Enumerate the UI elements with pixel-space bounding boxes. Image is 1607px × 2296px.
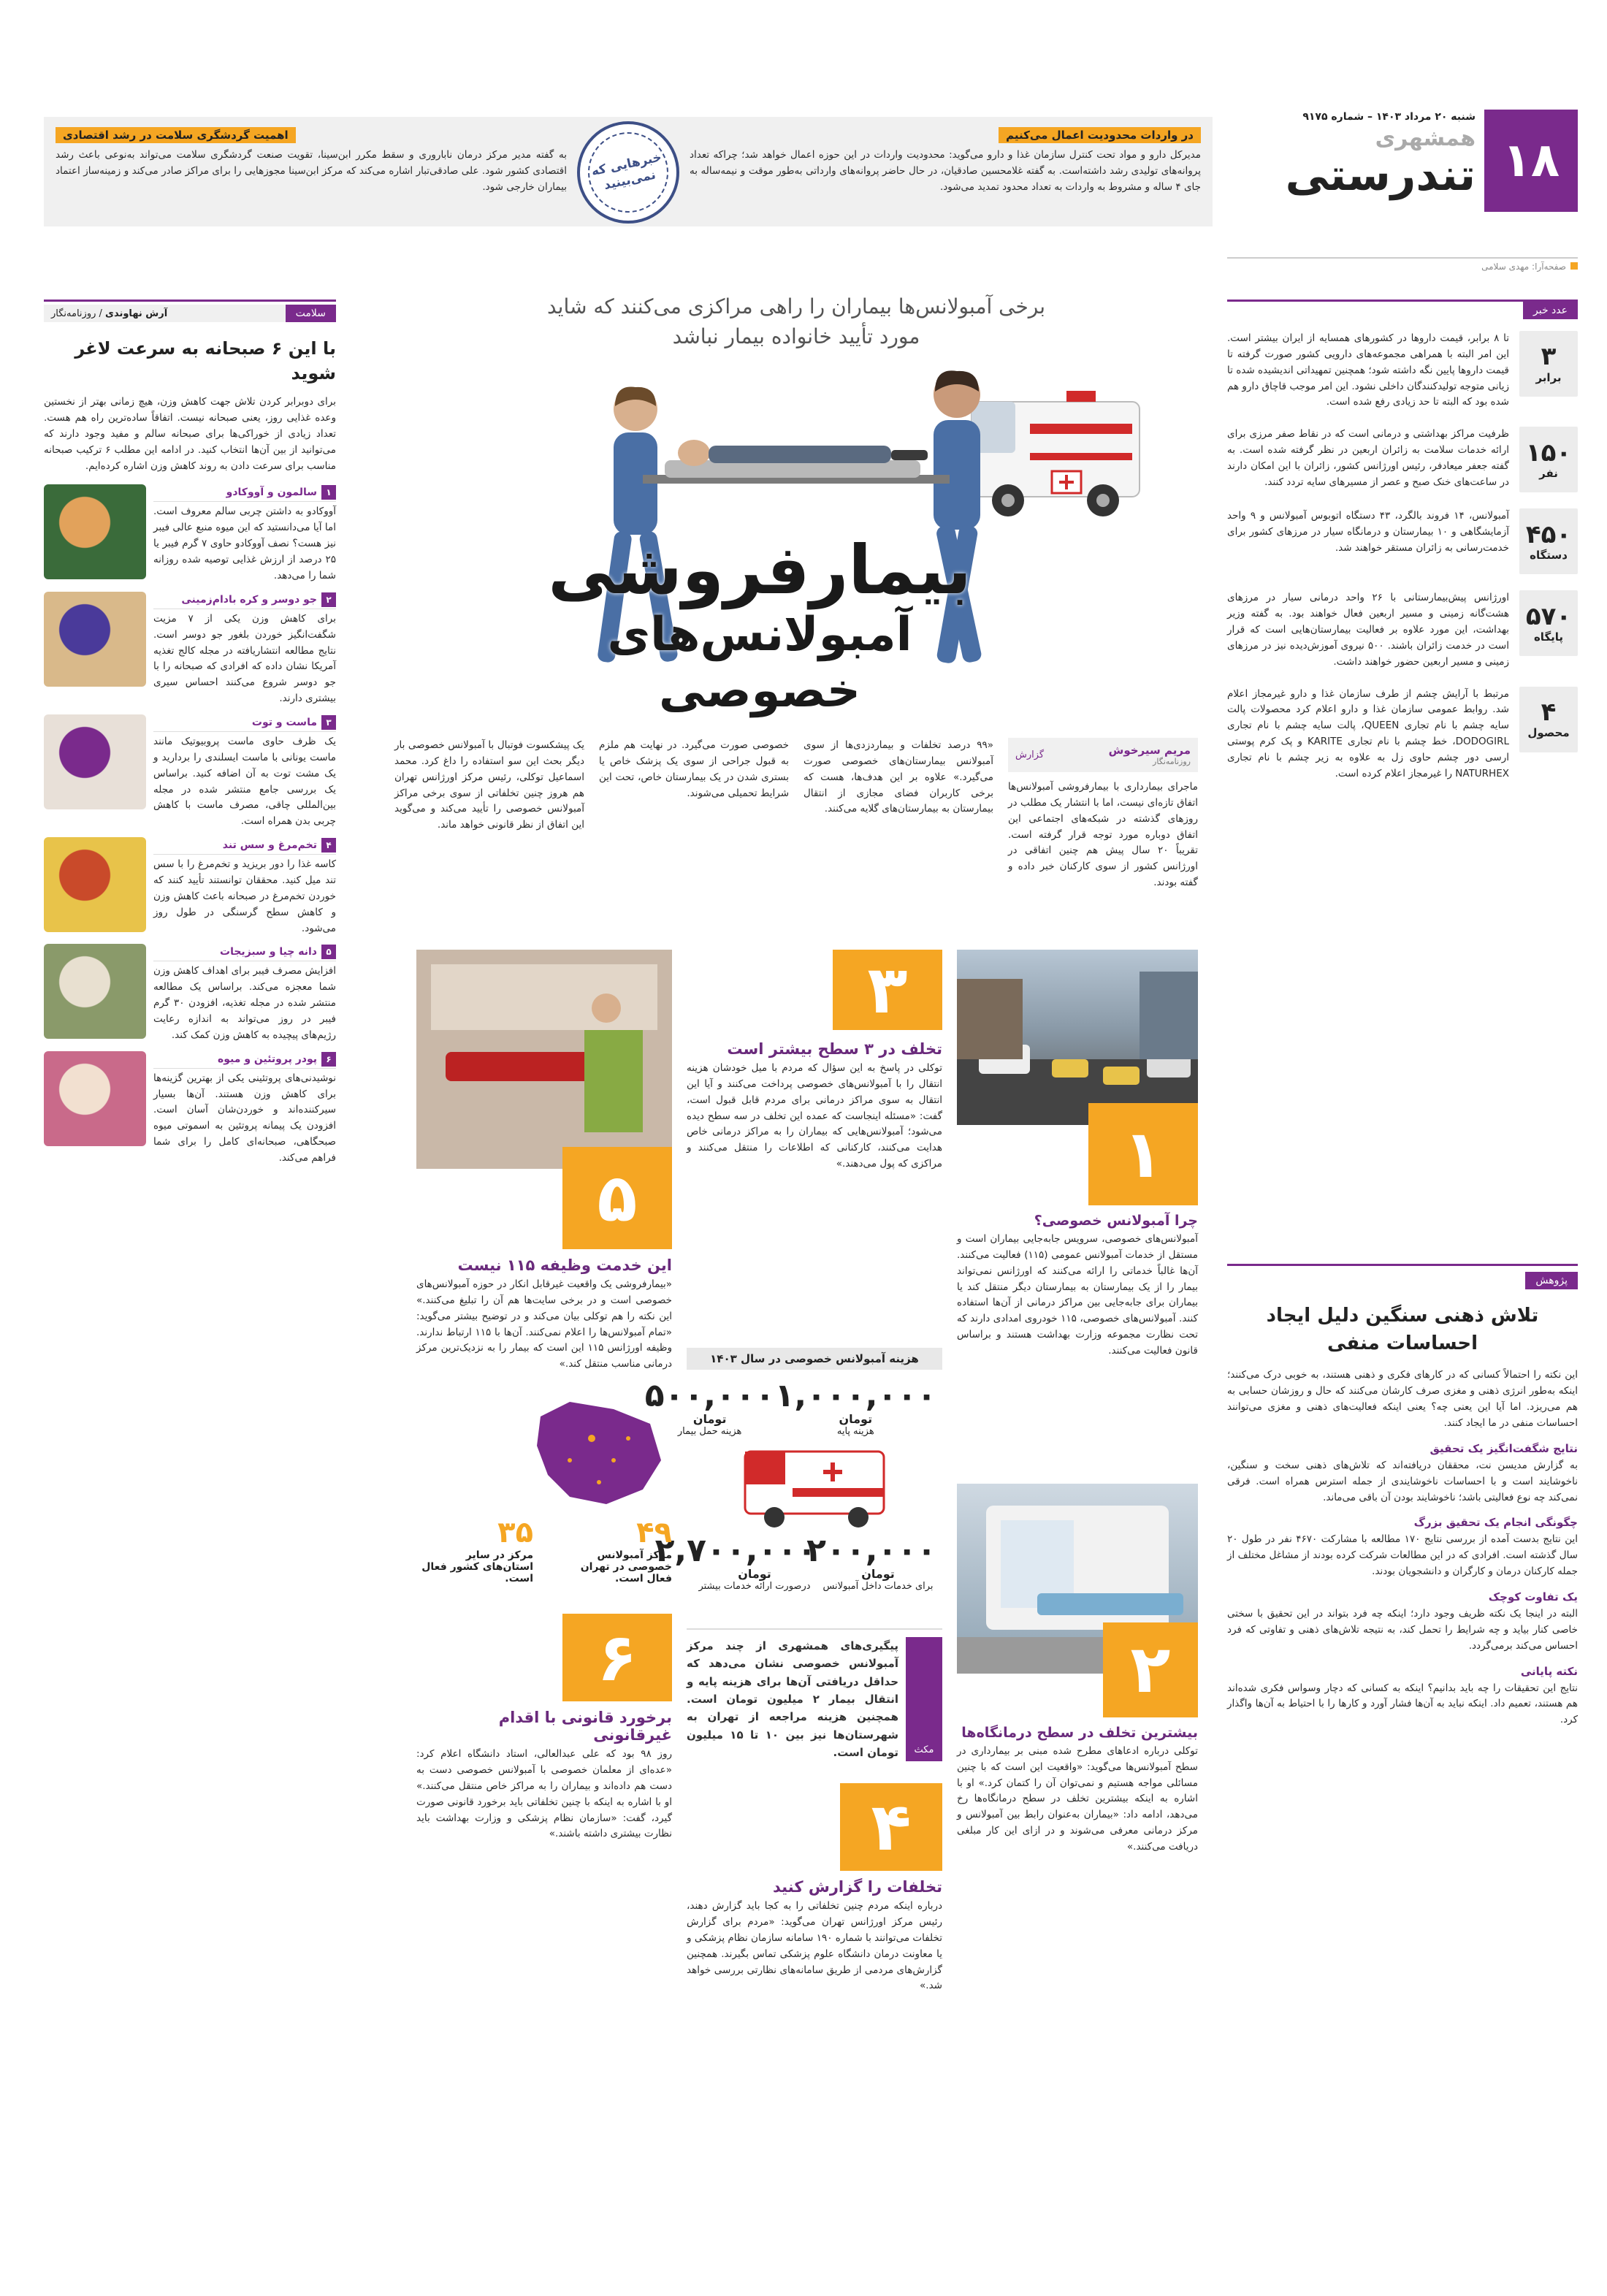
diet-list xyxy=(44,484,336,1166)
carry-value: ۵۰۰,۰۰۰ xyxy=(644,1377,775,1415)
city-value: ۲۰۰,۰۰۰ xyxy=(806,1532,936,1570)
diet-item-text: برای کاهش وزن یکی از ۷ مزیت شگفت‌انگیز خوردن بلغور جو دوسر است. نتایج مطالعه انتشاریافته در مجله کالج تغذیه آمریکا نشان داده که افرادی که صبحانه را با جو دوسر شروع می‌کنند احساس سیری بیشتری دارند. xyxy=(153,612,336,705)
number-news-column xyxy=(1227,300,1578,798)
accent-square xyxy=(1570,262,1578,270)
headline-primary: بیمارفروشی xyxy=(548,531,972,609)
number-news-text: آمبولانس، ۱۴ فروند بالگرد، ۴۳ دستگاه اتوبوس آمبولانس و ۹ واحد آزمایشگاهی و ۱۰ بیمارستان و درمانگاه سیار در مرزهای کشور برای خدمت‌رسانی به زائران مستقر خواهند شد. xyxy=(1227,510,1509,554)
hero-subhead: برخی آمبولانس‌ها بیماران را راهی مراکزی می‌کنند که شاید مورد تأیید خانواده بیمار نباشد xyxy=(546,294,1046,348)
hero-area xyxy=(387,292,1198,718)
research-intro: این نکته را احتمالاً کسانی که در کارهای فکری و ذهنی هستند، به خوبی درک می‌کنند؛ اینکه به‌طور انرژی ذهنی و مغزی صرف کارشان می‌کنند که حال و روزشان حسابی به هم می‌ریزد. اما آیا این یعنی چه؟ یعنی اینکه فعالیت‌های ذهنی و مغزی می‌توانند احساسات منفی در ما ایجاد کنند. xyxy=(1227,1369,1578,1429)
number-news-value: ۳ xyxy=(1541,342,1557,372)
number-news-text: تا ۸ برابر، قیمت داروها در کشورهای همسایه از ایران بیشتر است. این امر البته با همراهی مجموعه‌های دارویی کشور صورت گرفته تا قیمت داروها پایین نگه داشته شود؛ همچنین تمهیداتی اندیشیده شده تا زیانی متوجه تولیدکنندگان داخلی نشود. این امر موجب قاچاق دارو هم شده بود که البته تا حد زیادی رفع شده است. xyxy=(1227,332,1509,408)
number-news-badge xyxy=(1519,590,1578,656)
number-news-unit: نفر xyxy=(1539,466,1558,480)
number-news-value: ۴۵۰ xyxy=(1525,519,1572,549)
map-count-tehran: ۴۹ xyxy=(636,1516,672,1550)
research-sub2-text: این نتایج بدست آمده از بررسی نتایج ۱۷۰ مطالعه با مشارکت ۴۶۷۰ نفر در طول ۲۰ سال گذشته است. افرادی که در این مطالعات شرکت کرده بودند از مشاغل مختلف از جمله کارکنان درمان و کارگران و دانشجویان بودند. xyxy=(1227,1533,1578,1578)
diet-item-photo xyxy=(44,592,146,687)
byline-author: مریم سیرخوش xyxy=(1108,744,1191,757)
stamp-text: خبرهایی که نمی‌بینید xyxy=(581,125,676,220)
lead-paragraph-2: «۹۹ درصد تخلفات و بیماردزدی‌ها از سوی آمبولانس بیمارستان‌های خصوصی صورت می‌گیرد.» علاوه بر این هدف‌ها، هست که برخی کاربران فضای مجازی از انتقال بیمارستان به بیمارستان‌های گلایه می‌کنند. xyxy=(804,739,993,815)
diet-intro: برای دوبرابر کردن تلاش جهت کاهش وزن، هیچ زمانی بهتر از نخستین وعده غذایی روز، یعنی صبحانه نیست. اتفاقاً ساده‌ترین راه هم هست. تعداد زیادی از خوراکی‌ها برای صبحانه سالم و مفید وجود دارند که می‌توانید از بین آن‌ها انتخاب کنید. در ادامه این مطلب ۶ ترکیب صبحانه مناسب برای سرعت دادن به روند کاهش وزن اشاره کرده‌ایم. xyxy=(44,396,336,472)
number-news-text: ظرفیت مراکز بهداشتی و درمانی است که در نقاط صفر مرزی برای ارائه خدمات سلامت به زائران اربعین در نظر گرفته شده است. به گفته جعفر میعادفر، رئیس اورژانس کشور، زائران با این امکان دارند در ساعت‌های خنک صبح و عصر از مسیرهای سایه تردد کنند. xyxy=(1227,428,1509,488)
diet-item xyxy=(44,592,336,707)
map-stat-provinces xyxy=(416,1516,533,1584)
number-news-list xyxy=(1227,331,1578,782)
diet-column xyxy=(44,300,336,1174)
diet-item-header xyxy=(153,838,336,855)
editor-name: صفحه‌آرا: مهدی سلامی xyxy=(1481,262,1566,272)
number-news-unit: برابر xyxy=(1535,370,1562,384)
infographic-top-row xyxy=(644,1370,942,1438)
diet-item-number: ۶ xyxy=(321,1052,336,1067)
map-label-provinces: مرکز در سایر استان‌های کشور فعال است. xyxy=(421,1549,533,1585)
masthead-logo: همشهری xyxy=(1375,126,1476,151)
section-4-number: ۴ xyxy=(840,1783,942,1871)
number-news-text: مرتبط با آرایش چشم از طرف سازمان غذا و دارو غیرمجاز اعلام شد. روابط عمومی سازمان غذا و دارو اعلام کرد محصولات پالت سایه چشم با نام تجاری QUEEN، پالت سایه چشم با نام تجاری DODOGIRL، خط چشم با نام تجاری KARITE و پک کرم پوستی ارسی دور چشم حاوی زل به علاوه به زیر چشم با نام تجاری NATURHEX را غیرمجاز اعلام کرده است. xyxy=(1227,687,1509,779)
section-2-number: ۲ xyxy=(1103,1622,1198,1717)
iran-map-icon xyxy=(526,1395,672,1511)
top-news-strip xyxy=(44,117,1213,226)
diet-item-text: آووکادو به داشتن چربی سالم معروف است. اما آیا می‌دانستید که این میوه منبع عالی فیبر نیز هست؟ نصف آووکادو حاوی ۷ گرم فیبر یا ۲۵ درصد از ارزش غذایی توصیه شده روزانه شما را می‌دهد. xyxy=(153,506,336,581)
infographic-out xyxy=(654,1532,817,1593)
section-3-number: ۳ xyxy=(833,950,942,1030)
hero-headline-block xyxy=(504,533,1015,720)
section-2-title: بیشترین تخلف در سطح درمانگاه‌ها xyxy=(961,1724,1198,1741)
lead-col-2 xyxy=(804,738,993,817)
diet-author-line: آرش نهاوندی / روزنامه‌نگار xyxy=(51,308,168,319)
section-1-number: ۱ xyxy=(1088,1103,1198,1205)
diet-item-number: ۲ xyxy=(321,592,336,607)
diet-item-number: ۵ xyxy=(321,945,336,959)
lead-col-1 xyxy=(1008,738,1198,891)
diet-author: آرش نهاوندی xyxy=(105,308,168,319)
diet-item-title: دانه چیا و سبزیجات xyxy=(220,946,317,958)
section-1-text: آمبولانس‌های خصوصی، سرویس جابه‌جایی بیماران است و مستقل از خدمات آمبولانس عمومی (۱۱۵) فعالیت می‌کنند. آن‌ها غالباً خدماتی را ارائه می‌کنند که اورژانس نمی‌تواند بیمار را از یک بیمارستان به بیمارستان دیگر منتقل کند یا بیماران برای جابه‌جایی بین مراکز درمانی از آن‌ها استفاده کنند. آمبولانس‌های خصوصی، ۱۱۵ خودروی امدادی دارند که تحت نظارت مجموعه وزارت بهداشت هستند و براساس قانون فعالیت می‌کنند. xyxy=(957,1233,1198,1357)
map-stats xyxy=(416,1516,672,1584)
section-4-title: تخلفات را گزارش کنید xyxy=(773,1878,942,1896)
page-number-box xyxy=(1484,110,1578,212)
ambulance-interior-photo xyxy=(416,950,672,1169)
top-news-item-2 xyxy=(56,127,567,196)
map-block xyxy=(416,1395,672,1511)
diet-item-title: جو دوسر و کره بادام‌زمینی xyxy=(181,593,317,606)
byline-box xyxy=(1008,738,1198,772)
carry-label: هزینه حمل بیمار xyxy=(677,1426,742,1438)
diet-label: سلامت xyxy=(286,305,336,322)
city-unit: تومان xyxy=(861,1567,895,1582)
byline-report-label: گزارش xyxy=(1015,750,1045,760)
number-news-badge xyxy=(1519,508,1578,574)
number-news-item xyxy=(1227,427,1578,492)
diet-item-photo xyxy=(44,944,146,1039)
section-6-number: ۶ xyxy=(562,1614,672,1701)
number-news-value: ۱۵۰ xyxy=(1525,438,1572,468)
headline-secondary: آمبولانس‌های خصوصی xyxy=(607,608,912,718)
diet-item-number: ۱ xyxy=(321,485,336,500)
infographic-bottom-row xyxy=(654,1532,942,1593)
diet-author-role: روزنامه‌نگار xyxy=(51,308,96,319)
section-5-head xyxy=(416,1147,672,1249)
base-value: ۱,۰۰۰,۰۰۰ xyxy=(774,1377,936,1415)
infographic-ambulance-icon xyxy=(687,1437,942,1532)
traffic-photo-art xyxy=(957,950,1198,1125)
stamp-badge xyxy=(577,121,679,224)
diet-item-text: افزایش مصرف فیبر برای اهداف کاهش وزن شما معجزه می‌کند. براساس یک مطالعه منتشر شده در مجله تغذیه، افزودن ۳۰ گرم فیبر در روز می‌تواند به اندازه رعایت رژیم‌های پیچیده به کاهش وزن کمک کند. xyxy=(153,965,336,1041)
diet-item xyxy=(44,714,336,830)
diet-item xyxy=(44,484,336,584)
section-6-head xyxy=(416,1614,672,1701)
research-sub1-title: نتایج شگفت‌انگیز یک تحقیق xyxy=(1429,1441,1578,1455)
carry-unit: تومان xyxy=(692,1412,727,1427)
lead-paragraph-1: ماجرای بیمارداری با بیمارفروشی آمبولانس‌ها اتفاق تازه‌ای نیست، اما با انتشار یک مطلب در روزهای گذشته در شبکه‌های اجتماعی این اتفاق دوباره مورد توجه قرار گرفته است. تقریباً ۲۰ سال پیش هم چنین اتفاقی در اورژانس کشور از سوی کارکنان خبر داده و گفته بودند. xyxy=(1008,781,1198,889)
number-news-badge xyxy=(1519,427,1578,492)
number-news-unit: دستگاه xyxy=(1530,548,1568,562)
section-4-head xyxy=(687,1783,942,1871)
pause-tag: مکث xyxy=(906,1637,942,1761)
map-stat-tehran xyxy=(555,1516,672,1584)
lead-paragraph-4: یک پیشکسوت فوتبال با آمبولانس خصوصی بار دیگر بحث این سو استفاده را داغ کرد. محمد اسماعیل توکلی، رئیس مرکز اورژانس تهران هم هروز چنین تخلفاتی از سوی برخی مراکز آمبولانس خصوصی را تأیید می‌کند و می‌گوید این اتفاق از نظر قانونی خواهد ماند. xyxy=(394,739,584,831)
lead-text-row xyxy=(387,738,1198,935)
diet-item-title: تخم‌مرغ و سس تند xyxy=(222,839,317,852)
number-news-item xyxy=(1227,331,1578,411)
section-5-number: ۵ xyxy=(562,1147,672,1249)
infographic-city xyxy=(806,1532,936,1593)
diet-item-number: ۳ xyxy=(321,715,336,730)
research-column xyxy=(1227,1264,1578,1728)
byline-role: روزنامه‌نگار xyxy=(1153,757,1191,766)
diet-item xyxy=(44,1051,336,1167)
diet-item-text: کاسه غذا را دور بریزید و تخم‌مرغ را با سس تند میل کنید. محققان توانستند تأیید کنند که خوردن تخم‌مرغ در صبحانه باعث کاهش وزن و کاهش سطح گرسنگی در طول روز می‌شود. xyxy=(153,858,336,934)
number-news-unit: محصول xyxy=(1527,726,1570,740)
diet-item-photo xyxy=(44,714,146,809)
diet-item-photo xyxy=(44,837,146,932)
section-2-text: توکلی درباره ادعاهای مطرح شده مبنی بر بیمارداری در سطح آمبولانس‌ها می‌گوید: «واقعیت این است که با چنین مسائلی مواجه هستیم و نمی‌توان آن را کتمان کرد.» او با اشاره به اینکه بیشترین تخلف در سطح درمانگاه‌ها رخ می‌دهد، ادامه داد: «بیماران به‌عنوان رابط بین آمبولانس و مرکز درمانی معرفی می‌شوند و در ازای این کار مبلغی دریافت می‌کنند.» xyxy=(957,1744,1198,1853)
pause-box xyxy=(687,1628,942,1761)
masthead-block xyxy=(1227,111,1476,199)
research-title: تلاش ذهنی سنگین دلیل ایجاد احساسات منفی xyxy=(1266,1305,1539,1354)
ambulance-interior-art xyxy=(416,950,672,1169)
research-sub3-text: البته در اینجا یک نکته ظریف وجود دارد؛ اینکه چه فرد بتواند در این تحقیق با سختی خاصی کنار بیاید و چه شرایط را تحمل کند، به نتیجه تلاش‌های ذهنی و تفاوتی که فرد احساس می‌کند برمی‌گردد. xyxy=(1227,1607,1578,1652)
base-unit: تومان xyxy=(839,1412,873,1427)
section-6-text: روز ۹۸ بود که علی عبدالعالی، استاد دانشگاه اعلام کرد: «عده‌ای از معلمان خصوصی با آمبولانس خصوصی دست به دست هم داده‌اند و بیماران را به مراکز خاص منتقل می‌کنند.» او با اشاره به اینکه با چنین تخلفاتی باید برخورد قانونی صورت گیرد، گفت: «سازمان نظام پزشکی و وزارت بهداشت باید نظارت بیشتری داشته باشند.» xyxy=(416,1748,672,1840)
research-sub1-text: به گزارش مدیسن نت، محققان دریافته‌اند که تلاش‌های ذهنی سخت و سنگین، ناخوشایند است و با احساسات ناخوشایندی از جمله استرس همراه است. فرقی نمی‌کند چه نوع فعالیتی باشد؛ ناخوشایند بودن آن باقی می‌ماند. xyxy=(1227,1459,1578,1503)
diet-title: با این ۶ صبحانه به سرعت لاغر شوید xyxy=(75,338,336,384)
diet-item-title: سالمون و آووکادو xyxy=(226,487,317,499)
diet-item-header xyxy=(153,715,336,732)
map-count-provinces: ۳۵ xyxy=(497,1516,533,1550)
research-sub3-title: یک تفاوت کوچک xyxy=(1488,1590,1578,1603)
number-news-badge xyxy=(1519,687,1578,752)
diet-item-header xyxy=(153,485,336,502)
number-news-item xyxy=(1227,687,1578,782)
editor-credit xyxy=(1227,257,1578,272)
diet-header xyxy=(44,305,336,322)
number-news-value: ۴ xyxy=(1541,697,1557,727)
top-news-1-title: در واردات محدودیت اعمال می‌کنیم xyxy=(999,127,1201,143)
sections-col-right xyxy=(957,950,1198,1856)
research-label: پژوهش xyxy=(1525,1272,1578,1289)
pause-text: پیگیری‌های همشهری از چند مرکز آمبولانس خصوصی نشان می‌دهد که حداقل دریافتی آن‌ها برای هزینه پایه و انتقال بیمار ۲ میلیون تومان است. همچنین هزینه مراجعه از تهران به شهرستان‌ها نیز بین ۱۰ تا ۱۵ میلیون تومان است. xyxy=(687,1639,898,1759)
diet-item-number: ۴ xyxy=(321,838,336,853)
research-sub2-title: چگونگی انجام یک تحقیق بزرگ xyxy=(1413,1516,1578,1530)
diet-item xyxy=(44,944,336,1043)
number-news-item xyxy=(1227,508,1578,574)
traffic-photo xyxy=(957,950,1198,1125)
city-label: برای خدمات داخل آمبولانس xyxy=(822,1581,934,1593)
lead-paragraph-3: خصوصی صورت می‌گیرد. در نهایت هم ملزم به قبول جراحی از سوی یک پزشک خاص یا بستری شدن در یک بیمارستان خاص، تحت این شرایط تحمیلی می‌شوند. xyxy=(599,739,789,799)
number-news-label: عدد خبر xyxy=(1523,302,1578,319)
number-news-badge xyxy=(1519,331,1578,397)
diet-item-photo xyxy=(44,1051,146,1146)
section-3-head xyxy=(687,950,942,1030)
infographic-base xyxy=(774,1377,936,1438)
out-label: درصورت ارائه خدمات بیشتر xyxy=(698,1581,811,1593)
top-news-item-1 xyxy=(690,127,1201,196)
number-news-item xyxy=(1227,590,1578,670)
sections-col-left xyxy=(416,950,672,1842)
diet-item-title: پودر پروتئین و میوه xyxy=(218,1053,317,1065)
diet-item xyxy=(44,837,336,937)
diet-item-text: نوشیدنی‌های پروتئینی یکی از بهترین گزینه‌ها برای کاهش وزن هستند. آن‌ها بسیار سیرکننده‌اند و خوردن‌شان آسان است. افزودن یک پیمانه پروتئین به اسموتی میوه صبحگاهی، صبحانه‌ای کامل را برای شما فراهم می‌کند. xyxy=(153,1072,336,1164)
diet-item-header xyxy=(153,592,336,609)
base-label: هزینه پایه xyxy=(836,1426,874,1438)
diet-item-text: یک ظرف حاوی ماست پروبیوتیک مانند ماست یونانی با ماست ایسلندی را بردارید و یک مشت توت به آن اضافه کنید. براساس یک بررسی جامع منتشر شده در مجله بین‌المللی چاقی، مصرف ماست با کاهش چربی بدن همراه است. xyxy=(153,735,336,828)
section-5-text: «بیمارفروشی یک واقعیت غیرقابل انکار در حوزه آمبولانس‌های خصوصی است و در برخی سایت‌ها هم آن را تبلیغ می‌کنند.» این نکته را هم توکلی بیان می‌کند و در توضیح بیشتر می‌گوید: «تمام آمبولانس‌ها را اعلام نمی‌کنند. آن‌ها با ۱۱۵ ارتباط ندارند. وظیفه اورژانس ۱۱۵ این است که بیمار را به نزدیک‌ترین مرکز درمانی مناسب منتقل کند.» xyxy=(416,1278,672,1370)
section-6-title: برخورد قانونی با اقدام غیرقانونی xyxy=(498,1709,672,1744)
section-5-title: این خدمت وظیفه ۱۱۵ نیست xyxy=(457,1256,672,1274)
diet-item-title: ماست و توت xyxy=(251,716,317,728)
top-news-2-title: اهمیت گردشگری سلامت در رشد اقتصادی xyxy=(56,127,296,143)
section-4-text: درباره اینکه مردم چنین تخلفاتی را به کجا باید گزارش دهند، رئیس مرکز اورژانس تهران می‌گوید: «مردم برای گزارش تخلفات می‌توانند با شماره ۱۹۰ سامانه سازمان نظام پزشکی و یا معاونت درمان دانشگاه علوم پزشکی تماس بگیرند. همچنین گزارش‌های مردمی از طریق سامانه‌های نظارتی بررسی خواهد شد.» xyxy=(687,1900,942,1992)
top-news-2-text: به گفته مدیر مرکز درمان ناباروری و سقط مکرر ابن‌سینا، تقویت صنعت گردشگری سلامت می‌تواند به‌نوعی باعث رشد اقتصادی کشور شود. علی صادقی‌تبار اشاره می‌کند که مرکز ابن‌سینا مجوزهایی را برای مراکز صادر می‌کند و زمینه‌ساز اعتماد بیماران خارجی شود. xyxy=(56,149,567,193)
section-3-title: تخلف در ۳ سطح بیشتر است xyxy=(727,1040,942,1058)
diet-item-header xyxy=(153,945,336,961)
out-value: ۲,۷۰۰,۰۰۰ xyxy=(654,1532,817,1570)
section-1-title: چرا آمبولانس خصوصی؟ xyxy=(1034,1213,1198,1229)
diet-item-header xyxy=(153,1052,336,1069)
infographic-title: هزینه آمبولانس خصوصی در سال ۱۴۰۳ xyxy=(687,1348,942,1370)
number-news-unit: پایگاه xyxy=(1533,630,1564,644)
page-number: ۱۸ xyxy=(1502,134,1560,188)
number-news-value: ۵۷۰ xyxy=(1525,601,1572,631)
top-news-1-text: مدیرکل دارو و مواد تحت کنترل سازمان غذا و دارو می‌گوید: محدودیت واردات در این حوزه اعمال خواهد شد؛ چراکه تعداد پروانه‌های تولیدی رشد داشته‌است. به گفته غلامحسین صادقیان، در حال حاضر پروانه‌های وارداتی به‌طور موقت و نیمه‌ساله به جای ۴ ساله و مشروط به واردات به تعداد محدود تمدید می‌شود. xyxy=(690,149,1201,193)
section-2-head xyxy=(957,1622,1198,1717)
section-3-text: توکلی در پاسخ به این سؤال که مردم با میل خودشان هزینه انتقال را با آمبولانس‌های خصوصی پرداخت می‌کنند و آیا این انتقال به سوی مراکز درمانی برای مردم قابل قبول است، گفت: «مسئله اینجاست که عمده این تخلف در سه سطح دیده می‌شود؛ آمبولانس‌هایی که بیماران را به مراکز درمانی خاص هدایت می‌کنند، کارکنانی که اطلاعات را منتقل می‌کنند و مراکزی که پول می‌دهند.» xyxy=(687,1062,942,1170)
map-label-tehran: مرکز آمبولانس خصوصی در تهران فعال است. xyxy=(580,1549,672,1585)
diet-item-photo xyxy=(44,484,146,579)
research-sub4-text: نتایج این تحقیقات را چه باید بدانیم؟ اینکه به کسانی که دچار وسواس فکری شده‌اند هم هستند، تعمیم داد. اینکه نباید به آن‌ها فشار آورد و کارها را با احتیاط به آن‌ها واگذار کرد. xyxy=(1227,1682,1578,1726)
section-title: تندرستی xyxy=(1285,150,1476,201)
lead-col-4 xyxy=(394,738,584,834)
out-unit: تومان xyxy=(738,1567,771,1582)
research-sub4-title: نکته پایانی xyxy=(1520,1664,1578,1678)
issue-date: شنبه ۲۰ مرداد ۱۴۰۳ – شماره ۹۱۷۵ xyxy=(1302,111,1476,123)
number-news-text: اورژانس پیش‌بیمارستانی با ۲۶ واحد درمانی سیار در مرزهای هشت‌گانه زمینی و مسیر اربعین فعال خواهند بود. به گفته وزیر بهداشت، این مورد علاوه بر فعالیت بیمارستان‌هایی است که قرار است در خدمت زائران باشند. ۵۰۰ نیروی آموزش‌دیده نیز در مرزهای زمینی و مسیر اربعین حضور خواهند داشت. xyxy=(1227,592,1509,668)
lead-col-3 xyxy=(599,738,789,801)
